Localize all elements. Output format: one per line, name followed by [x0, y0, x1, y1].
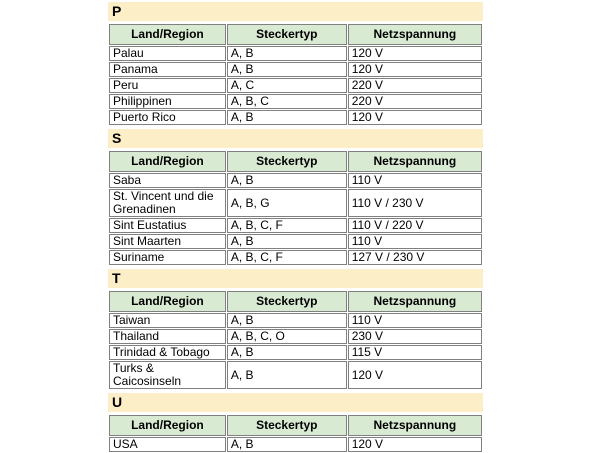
country-section	[108, 129, 483, 266]
cell-plug-type: A, B	[227, 345, 347, 360]
table-row	[109, 62, 482, 77]
table-row	[109, 313, 482, 328]
column-header-land-region: Land/Region	[109, 24, 226, 45]
table-row	[109, 46, 482, 61]
cell-plug-type: A, B	[227, 62, 347, 77]
cell-country: Palau	[109, 46, 226, 61]
cell-plug-type: A, B	[227, 173, 347, 188]
country-section	[108, 393, 483, 453]
plug-table	[108, 23, 483, 126]
cell-voltage: 110 V	[348, 313, 482, 328]
column-header-steckertyp: Steckertyp	[227, 24, 347, 45]
cell-plug-type: A, B, G	[227, 189, 347, 217]
cell-plug-type: A, B	[227, 437, 347, 452]
cell-plug-type: A, B	[227, 313, 347, 328]
cell-country: USA	[109, 437, 226, 452]
cell-plug-type: A, B	[227, 110, 347, 125]
table-header-row	[109, 415, 482, 436]
cell-plug-type: A, B	[227, 46, 347, 61]
cell-country: Turks & Caicosinseln	[109, 361, 226, 389]
table-body	[109, 437, 482, 452]
cell-voltage: 115 V	[348, 345, 482, 360]
table-header-row	[109, 24, 482, 45]
column-header-steckertyp: Steckertyp	[227, 151, 347, 172]
cell-voltage: 120 V	[348, 46, 482, 61]
table-row	[109, 173, 482, 188]
table-row	[109, 110, 482, 125]
table-header-row	[109, 291, 482, 312]
column-header-steckertyp: Steckertyp	[227, 415, 347, 436]
cell-voltage: 127 V / 230 V	[348, 250, 482, 265]
cell-voltage: 220 V	[348, 78, 482, 93]
cell-country: Suriname	[109, 250, 226, 265]
cell-country: St. Vincent und die Grenadinen	[109, 189, 226, 217]
cell-plug-type: A, B, C, O	[227, 329, 347, 344]
cell-plug-type: A, C	[227, 78, 347, 93]
column-header-land-region: Land/Region	[109, 151, 226, 172]
section-letter: P	[108, 2, 483, 21]
table-row	[109, 250, 482, 265]
table-row	[109, 234, 482, 249]
table-row	[109, 329, 482, 344]
column-header-land-region: Land/Region	[109, 415, 226, 436]
cell-country: Panama	[109, 62, 226, 77]
cell-plug-type: A, B, C, F	[227, 250, 347, 265]
cell-country: Philippinen	[109, 94, 226, 109]
cell-voltage: 120 V	[348, 437, 482, 452]
column-header-netzspannung: Netzspannung	[348, 291, 482, 312]
table-body	[109, 46, 482, 125]
table-row	[109, 189, 482, 217]
cell-country: Taiwan	[109, 313, 226, 328]
cell-voltage: 220 V	[348, 94, 482, 109]
section-letter: U	[108, 393, 483, 412]
table-header-row	[109, 151, 482, 172]
plug-table	[108, 414, 483, 453]
cell-voltage: 110 V	[348, 173, 482, 188]
plug-voltage-tables	[108, 2, 483, 453]
cell-country: Puerto Rico	[109, 110, 226, 125]
cell-plug-type: A, B, C	[227, 94, 347, 109]
cell-voltage: 230 V	[348, 329, 482, 344]
cell-plug-type: A, B	[227, 361, 347, 389]
section-letter: S	[108, 129, 483, 148]
table-row	[109, 437, 482, 452]
column-header-netzspannung: Netzspannung	[348, 415, 482, 436]
column-header-steckertyp: Steckertyp	[227, 291, 347, 312]
country-section	[108, 269, 483, 390]
cell-voltage: 110 V	[348, 234, 482, 249]
cell-country: Sint Eustatius	[109, 218, 226, 233]
cell-country: Peru	[109, 78, 226, 93]
cell-voltage: 120 V	[348, 62, 482, 77]
table-body	[109, 173, 482, 265]
column-header-netzspannung: Netzspannung	[348, 24, 482, 45]
cell-country: Trinidad & Tobago	[109, 345, 226, 360]
cell-voltage: 110 V / 230 V	[348, 189, 482, 217]
country-section	[108, 2, 483, 126]
table-row	[109, 218, 482, 233]
column-header-land-region: Land/Region	[109, 291, 226, 312]
table-row	[109, 78, 482, 93]
cell-voltage: 120 V	[348, 361, 482, 389]
cell-plug-type: A, B	[227, 234, 347, 249]
cell-voltage: 110 V / 220 V	[348, 218, 482, 233]
table-row	[109, 345, 482, 360]
cell-country: Sint Maarten	[109, 234, 226, 249]
plug-table	[108, 150, 483, 266]
column-header-netzspannung: Netzspannung	[348, 151, 482, 172]
table-row	[109, 94, 482, 109]
cell-country: Saba	[109, 173, 226, 188]
cell-plug-type: A, B, C, F	[227, 218, 347, 233]
cell-voltage: 120 V	[348, 110, 482, 125]
table-body	[109, 313, 482, 389]
plug-table	[108, 290, 483, 390]
cell-country: Thailand	[109, 329, 226, 344]
table-row	[109, 361, 482, 389]
section-letter: T	[108, 269, 483, 288]
